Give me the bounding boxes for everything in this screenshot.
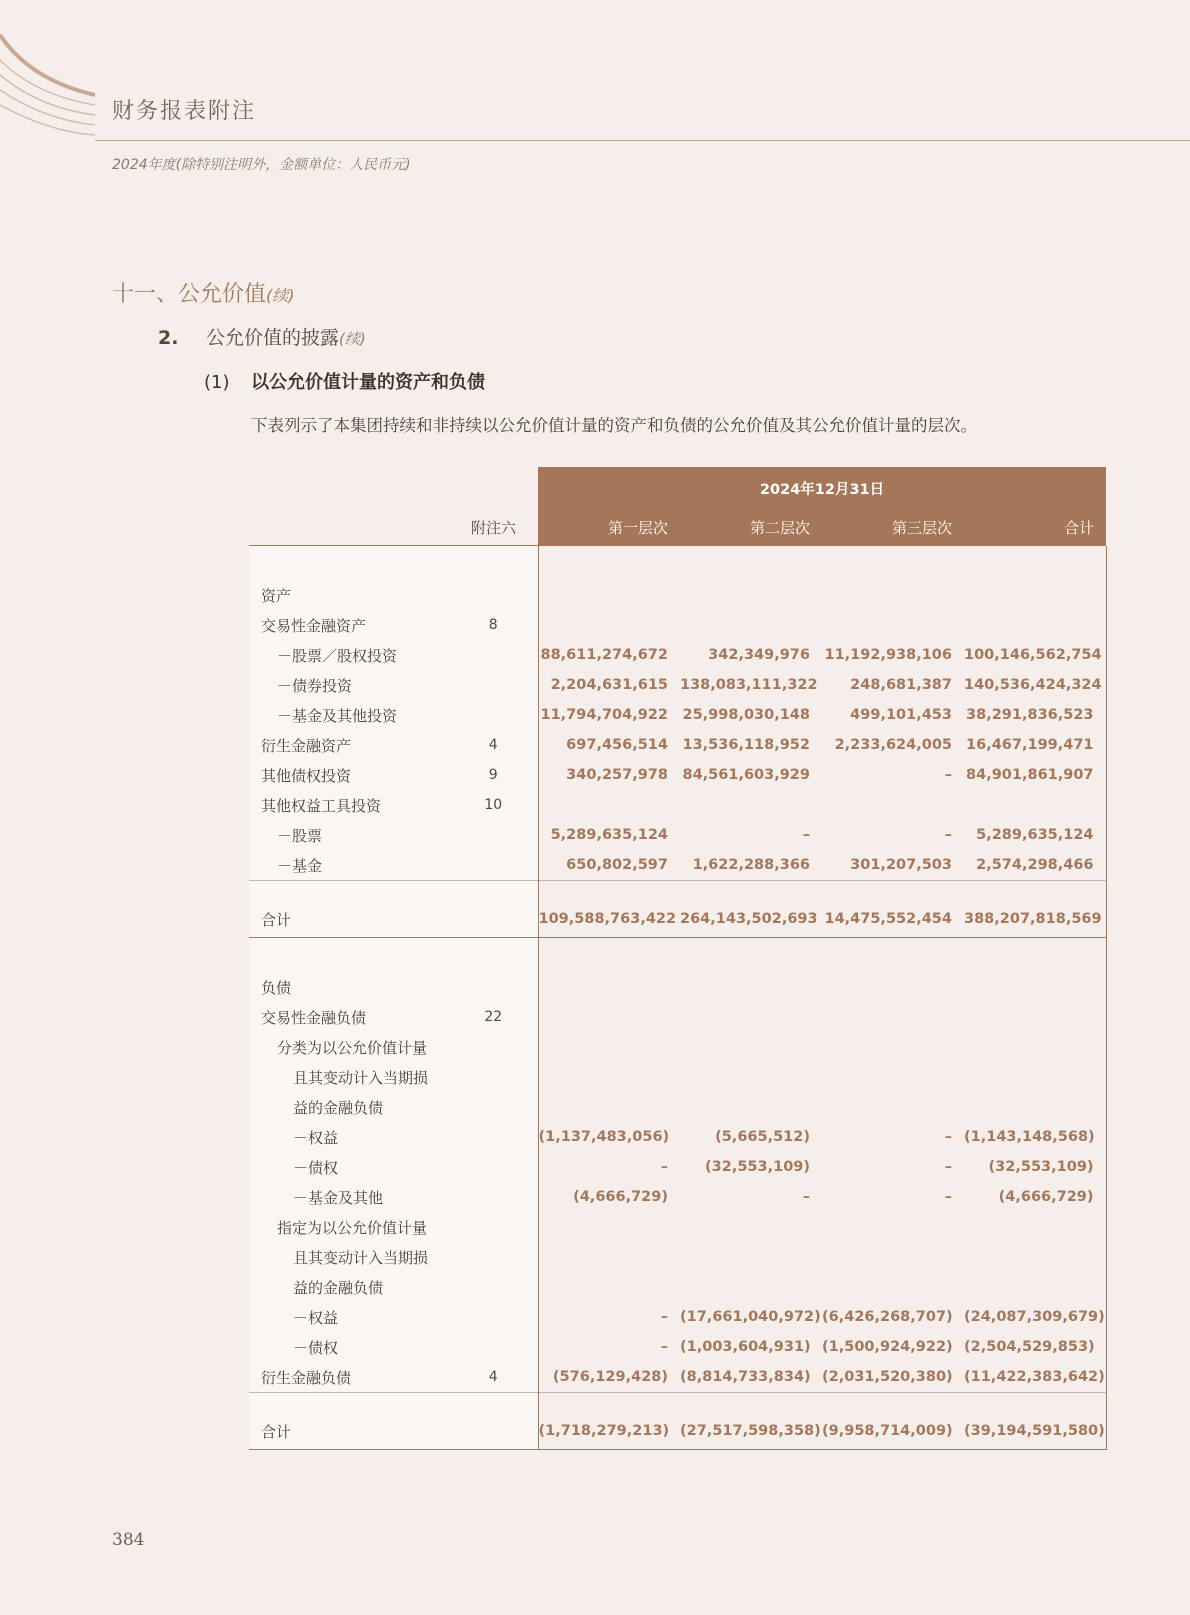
- value-cell: [964, 1092, 1106, 1122]
- value-cell: 499,101,453: [850, 707, 952, 723]
- value-cell: (576,129,428): [538, 1362, 680, 1393]
- value-cell: [680, 938, 822, 973]
- row-label: －债权: [249, 1332, 449, 1362]
- value-cell: –: [944, 1129, 952, 1145]
- spacer-row: [249, 1393, 1106, 1414]
- value-cell: 697,456,514: [538, 730, 680, 760]
- section-title: 十一、公允价值: [112, 282, 267, 307]
- value-cell: [680, 1032, 822, 1062]
- value-cell: [964, 610, 1106, 640]
- value-cell: [680, 1272, 822, 1302]
- value-cell: (1,003,604,931): [680, 1339, 811, 1355]
- value-cell: 140,536,424,324: [964, 670, 1106, 700]
- row-label: －基金: [249, 850, 449, 881]
- row-label: 其他债权投资: [249, 760, 449, 790]
- row-note: [449, 1272, 538, 1302]
- value-cell: [822, 610, 964, 640]
- value-cell: [822, 938, 964, 973]
- table-row: [249, 1062, 1106, 1092]
- fair-value-table: [249, 467, 1106, 1450]
- value-cell: [680, 1092, 822, 1122]
- value-cell: 84,561,603,929: [682, 767, 810, 783]
- row-label: 交易性金融资产: [249, 610, 449, 640]
- value-cell: 2,574,298,466: [964, 850, 1106, 881]
- value-cell: –: [944, 767, 952, 783]
- value-cell: [822, 790, 964, 820]
- value-cell: [964, 1032, 1106, 1062]
- table-row: [249, 1092, 1106, 1122]
- value-cell: (11,422,383,642): [964, 1362, 1106, 1393]
- row-label: 衍生金融负债: [249, 1362, 449, 1393]
- value-cell: 138,083,111,322: [680, 677, 818, 693]
- value-cell: 388,207,818,569: [964, 901, 1106, 938]
- value-cell: [680, 546, 822, 581]
- row-note: [449, 1212, 538, 1242]
- value-cell: 264,143,502,693: [680, 901, 822, 938]
- table-row: [249, 1182, 1106, 1212]
- value-cell: [538, 938, 680, 973]
- row-label: 且其变动计入当期损: [249, 1062, 449, 1092]
- value-cell: 13,536,118,952: [682, 737, 810, 753]
- row-label: 分类为以公允价值计量: [249, 1032, 449, 1062]
- value-cell: 5,289,635,124: [538, 820, 680, 850]
- value-cell: [822, 1242, 964, 1272]
- row-label: 合计: [249, 901, 449, 938]
- value-cell: 342,349,976: [708, 647, 810, 663]
- row-note: 4: [449, 730, 538, 760]
- table-row: [249, 1242, 1106, 1272]
- column-header-total: 合计: [964, 509, 1106, 546]
- row-label: 益的金融负债: [249, 1272, 449, 1302]
- value-cell: [964, 790, 1106, 820]
- row-label: 指定为以公允价值计量: [249, 1212, 449, 1242]
- row-note: [449, 1152, 538, 1182]
- table-row: [249, 820, 1106, 850]
- table-row: [249, 1122, 1106, 1152]
- subsection-continued: (续): [339, 330, 366, 348]
- subsection-heading: [158, 323, 366, 350]
- value-cell: 100,146,562,754: [964, 640, 1106, 670]
- table-row: [249, 730, 1106, 760]
- value-cell: [680, 610, 822, 640]
- row-note: [449, 881, 538, 902]
- row-note: [449, 640, 538, 670]
- value-cell: [538, 972, 680, 1002]
- value-cell: 38,291,836,523: [964, 700, 1106, 730]
- value-cell: –: [944, 827, 952, 843]
- table-row: [249, 640, 1106, 670]
- row-note: [449, 1302, 538, 1332]
- row-label: 益的金融负债: [249, 1092, 449, 1122]
- value-cell: [680, 580, 822, 610]
- liabilities-total-row: [249, 1413, 1106, 1450]
- value-cell: [964, 1002, 1106, 1032]
- value-cell: (1,137,483,056): [538, 1122, 680, 1152]
- table-row: [249, 1302, 1106, 1332]
- value-cell: [822, 1393, 964, 1414]
- row-note: 4: [449, 1362, 538, 1393]
- assets-heading-row: [249, 580, 1106, 610]
- spacer-row: [249, 938, 1106, 973]
- row-note: [449, 700, 538, 730]
- row-note: [449, 1393, 538, 1414]
- value-cell: [964, 1242, 1106, 1272]
- table-row: [249, 1332, 1106, 1362]
- value-cell: (17,661,040,972): [680, 1309, 821, 1325]
- value-cell: [680, 972, 822, 1002]
- value-cell: [822, 1062, 964, 1092]
- row-label: 合计: [249, 1413, 449, 1450]
- value-cell: (39,194,591,580): [964, 1413, 1106, 1450]
- value-cell: (8,814,733,834): [680, 1369, 811, 1385]
- row-note: 9: [449, 760, 538, 790]
- value-cell: (1,500,924,922): [822, 1339, 953, 1355]
- row-note: [449, 1062, 538, 1092]
- value-cell: (32,553,109): [964, 1152, 1106, 1182]
- value-cell: (32,553,109): [705, 1159, 810, 1175]
- table-row: [249, 1032, 1106, 1062]
- column-header-level1: 第一层次: [538, 509, 680, 546]
- row-note: [449, 670, 538, 700]
- row-label: －债券投资: [249, 670, 449, 700]
- row-note: 22: [449, 1002, 538, 1032]
- value-cell: 84,901,861,907: [964, 760, 1106, 790]
- value-cell: [538, 1002, 680, 1032]
- value-cell: –: [802, 1189, 810, 1205]
- value-cell: [680, 1242, 822, 1272]
- value-cell: 301,207,503: [850, 857, 952, 873]
- value-cell: –: [538, 1302, 680, 1332]
- row-label: [249, 938, 449, 973]
- table-row: [249, 700, 1106, 730]
- header-divider: [95, 140, 1190, 141]
- table-body: [249, 546, 1106, 1450]
- table-row: [249, 1152, 1106, 1182]
- row-label: －股票／股权投资: [249, 640, 449, 670]
- row-note: [449, 972, 538, 1002]
- row-label: [249, 881, 449, 902]
- value-cell: 25,998,030,148: [682, 707, 810, 723]
- value-cell: [538, 1242, 680, 1272]
- row-note: [449, 820, 538, 850]
- value-cell: [680, 1212, 822, 1242]
- value-cell: [822, 972, 964, 1002]
- row-label: －债权: [249, 1152, 449, 1182]
- table-row: [249, 1212, 1106, 1242]
- value-cell: [538, 881, 680, 902]
- value-cell: 1,622,288,366: [692, 857, 810, 873]
- row-note: [449, 901, 538, 938]
- row-label: 负债: [249, 972, 449, 1002]
- row-note: [449, 1032, 538, 1062]
- value-cell: [822, 580, 964, 610]
- value-cell: 14,475,552,454: [822, 901, 964, 938]
- value-cell: (1,718,279,213): [538, 1413, 680, 1450]
- value-cell: 2,233,624,005: [834, 737, 952, 753]
- row-note: [449, 580, 538, 610]
- value-cell: (9,958,714,009): [822, 1413, 964, 1450]
- value-cell: [964, 1212, 1106, 1242]
- spacer-row: [249, 546, 1106, 581]
- value-cell: –: [802, 827, 810, 843]
- header-subtitle: 2024年度(除特别注明外，金额单位：人民币元): [112, 157, 411, 173]
- value-cell: [822, 1092, 964, 1122]
- value-cell: –: [944, 1189, 952, 1205]
- column-header-level2: 第二层次: [680, 509, 822, 546]
- value-cell: [538, 610, 680, 640]
- value-cell: (6,426,268,707): [822, 1309, 953, 1325]
- row-note: 8: [449, 610, 538, 640]
- value-cell: [680, 790, 822, 820]
- row-label: [249, 546, 449, 581]
- table-row: [249, 670, 1106, 700]
- value-cell: [538, 1092, 680, 1122]
- row-label: 资产: [249, 580, 449, 610]
- row-label: －股票: [249, 820, 449, 850]
- value-cell: –: [538, 1332, 680, 1362]
- value-cell: [538, 546, 680, 581]
- value-cell: 88,611,274,672: [538, 640, 680, 670]
- page-number: 384: [112, 1530, 145, 1550]
- subsubsection-heading: [204, 368, 485, 394]
- column-header-level3: 第三层次: [822, 509, 964, 546]
- row-label: 且其变动计入当期损: [249, 1242, 449, 1272]
- value-cell: 340,257,978: [538, 760, 680, 790]
- row-note: 10: [449, 790, 538, 820]
- value-cell: [964, 881, 1106, 902]
- subsection-title: 公允价值的披露: [206, 327, 340, 349]
- value-cell: [538, 1032, 680, 1062]
- value-cell: (1,143,148,568): [964, 1122, 1106, 1152]
- row-label: [249, 1393, 449, 1414]
- corner-arc-decoration: [0, 0, 110, 145]
- value-cell: 109,588,763,422: [538, 901, 680, 938]
- value-cell: [964, 938, 1106, 973]
- table-row: [249, 610, 1106, 640]
- value-cell: [680, 881, 822, 902]
- value-cell: [538, 1393, 680, 1414]
- liabilities-heading-row: [249, 972, 1106, 1002]
- assets-total-row: [249, 901, 1106, 938]
- table-row: [249, 760, 1106, 790]
- value-cell: [822, 881, 964, 902]
- row-label: 其他权益工具投资: [249, 790, 449, 820]
- value-cell: 248,681,387: [850, 677, 952, 693]
- row-label: －权益: [249, 1302, 449, 1332]
- subsection-number: 2.: [158, 327, 179, 349]
- value-cell: 16,467,199,471: [964, 730, 1106, 760]
- table-row: [249, 1362, 1106, 1393]
- row-label: 衍生金融资产: [249, 730, 449, 760]
- section-heading: [112, 277, 295, 308]
- value-cell: [538, 580, 680, 610]
- row-note: [449, 1182, 538, 1212]
- value-cell: [964, 1393, 1106, 1414]
- value-cell: [822, 1032, 964, 1062]
- value-cell: (2,504,529,853): [964, 1332, 1106, 1362]
- value-cell: [822, 1002, 964, 1032]
- value-cell: [964, 546, 1106, 581]
- row-note: [449, 1092, 538, 1122]
- value-cell: [822, 1272, 964, 1302]
- row-note: [449, 850, 538, 881]
- value-cell: [538, 1212, 680, 1242]
- row-label: －基金及其他: [249, 1182, 449, 1212]
- date-header: 2024年12月31日: [538, 467, 1106, 509]
- value-cell: [538, 1272, 680, 1302]
- table-row: [249, 1002, 1106, 1032]
- value-cell: 11,192,938,106: [824, 647, 952, 663]
- note-column-header: 附注六: [449, 509, 538, 546]
- value-cell: (5,665,512): [715, 1129, 810, 1145]
- value-cell: 5,289,635,124: [964, 820, 1106, 850]
- value-cell: 2,204,631,615: [538, 670, 680, 700]
- row-note: [449, 938, 538, 973]
- value-cell: [964, 580, 1106, 610]
- value-cell: [680, 1002, 822, 1032]
- row-note: [449, 546, 538, 581]
- subsubsection-number: (1): [204, 372, 230, 393]
- value-cell: [964, 1062, 1106, 1092]
- spacer-row: [249, 881, 1106, 902]
- table-row: [249, 850, 1106, 881]
- value-cell: 11,794,704,922: [538, 700, 680, 730]
- row-label: －权益: [249, 1122, 449, 1152]
- row-label: －基金及其他投资: [249, 700, 449, 730]
- row-label: 交易性金融负债: [249, 1002, 449, 1032]
- value-cell: [822, 546, 964, 581]
- value-cell: –: [538, 1152, 680, 1182]
- value-cell: 650,802,597: [538, 850, 680, 881]
- value-cell: [538, 790, 680, 820]
- row-note: [449, 1332, 538, 1362]
- value-cell: (24,087,309,679): [964, 1302, 1106, 1332]
- header-title: 财务报表附注: [112, 99, 257, 124]
- row-note: [449, 1242, 538, 1272]
- row-note: [449, 1122, 538, 1152]
- value-cell: [538, 1062, 680, 1092]
- value-cell: [964, 972, 1106, 1002]
- table-row: [249, 790, 1106, 820]
- intro-paragraph: 下表列示了本集团持续和非持续以公允价值计量的资产和负债的公允价值及其公允价值计量的层次。: [251, 416, 977, 435]
- value-cell: [964, 1272, 1106, 1302]
- subsubsection-title: 以公允价值计量的资产和负债: [251, 372, 485, 393]
- value-cell: [680, 1393, 822, 1414]
- value-cell: –: [944, 1159, 952, 1175]
- row-note: [449, 1413, 538, 1450]
- value-cell: [822, 1212, 964, 1242]
- value-cell: [680, 1062, 822, 1092]
- value-cell: (27,517,598,358): [680, 1413, 822, 1450]
- table-row: [249, 1272, 1106, 1302]
- section-continued: (续): [266, 286, 295, 305]
- value-cell: (2,031,520,380): [822, 1369, 953, 1385]
- value-cell: (4,666,729): [538, 1182, 680, 1212]
- value-cell: (4,666,729): [964, 1182, 1106, 1212]
